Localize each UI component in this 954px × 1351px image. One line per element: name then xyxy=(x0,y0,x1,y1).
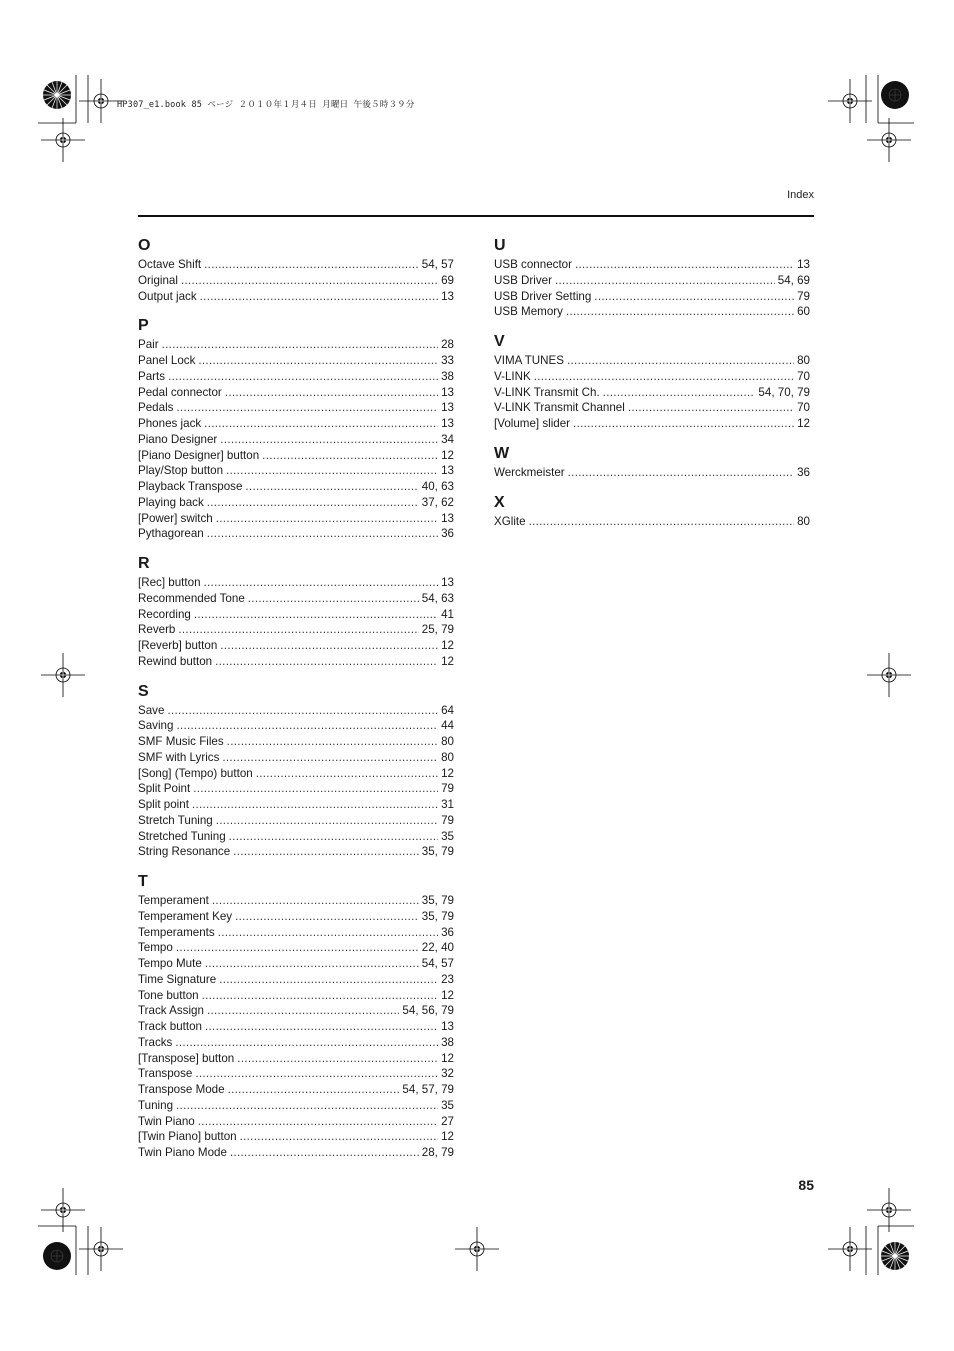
entry-term: Recommended Tone xyxy=(138,591,245,605)
entry-pages: 54, 56, 79 xyxy=(402,1004,454,1018)
index-column-right xyxy=(494,236,810,541)
dot-leader xyxy=(198,1114,438,1130)
entry-pages: 54, 57, 79 xyxy=(402,1083,454,1096)
entry-pages: 34 xyxy=(441,432,454,446)
index-entry xyxy=(138,718,454,734)
index-entry xyxy=(138,1098,454,1114)
index-entry xyxy=(138,607,454,623)
dot-leader xyxy=(167,703,438,719)
index-section xyxy=(138,236,454,304)
index-entry xyxy=(138,766,454,782)
entry-term: String Resonance xyxy=(138,845,231,859)
entry-pages: 37, 62 xyxy=(421,495,454,509)
dot-leader xyxy=(195,1066,438,1082)
index-entry xyxy=(494,416,810,432)
dot-leader xyxy=(200,289,438,305)
entry-term: [Power] switch xyxy=(138,511,213,525)
entry-term: USB Memory xyxy=(494,305,563,319)
entry-term: Pythagorean xyxy=(138,527,204,541)
dot-leader xyxy=(245,479,418,495)
entry-term: [Song] (Tempo) button xyxy=(138,766,253,780)
dot-leader xyxy=(176,940,419,956)
entry-term: Transpose Mode xyxy=(138,1083,225,1096)
index-entry xyxy=(494,289,810,305)
index-entry xyxy=(138,940,454,956)
dot-leader xyxy=(205,1019,438,1035)
index-entry xyxy=(138,1051,454,1067)
entry-term: Tone button xyxy=(138,988,199,1002)
entry-pages: 13 xyxy=(441,417,454,430)
entry-pages: 80 xyxy=(797,514,810,528)
running-head: Index xyxy=(787,189,814,201)
section-letter: P xyxy=(138,317,149,335)
dot-leader xyxy=(256,766,438,782)
index-entry xyxy=(138,1019,454,1035)
index-entry xyxy=(138,750,454,766)
entry-term: V-LINK xyxy=(494,369,531,383)
dot-leader xyxy=(207,495,419,511)
entry-pages: 54, 69 xyxy=(777,273,810,287)
entry-pages: 35, 79 xyxy=(421,894,454,907)
dot-leader xyxy=(233,844,419,860)
index-entry xyxy=(138,638,454,654)
section-letter: O xyxy=(138,237,151,254)
dot-leader xyxy=(207,1003,399,1019)
entry-term: Original xyxy=(138,273,178,287)
entry-pages: 31 xyxy=(441,798,454,811)
index-entry xyxy=(138,526,454,542)
entry-pages: 54, 63 xyxy=(421,591,454,605)
entry-pages: 35, 79 xyxy=(421,909,454,923)
entry-pages: 70 xyxy=(797,401,810,415)
index-entry xyxy=(138,463,454,479)
entry-pages: 38 xyxy=(441,369,454,383)
entry-term: Playback Transpose xyxy=(138,480,243,493)
entry-pages: 25, 79 xyxy=(421,623,454,637)
index-entry xyxy=(494,369,810,385)
entry-pages: 28, 79 xyxy=(421,1146,454,1159)
dot-leader xyxy=(628,400,794,416)
index-section xyxy=(494,444,810,481)
index-section xyxy=(494,332,810,432)
entry-pages: 12 xyxy=(441,1130,454,1144)
entry-pages: 13 xyxy=(441,511,454,525)
index-entry xyxy=(138,893,454,909)
index-entry xyxy=(138,622,454,638)
dot-leader xyxy=(207,526,438,542)
section-letter: W xyxy=(494,444,510,462)
entry-term: Time Signature xyxy=(138,972,217,986)
index-entry xyxy=(494,304,810,320)
section-letter: T xyxy=(138,873,148,890)
entry-term: Tuning xyxy=(138,1098,174,1112)
entry-term: Play/Stop button xyxy=(138,464,224,478)
entry-term: Temperament Key xyxy=(138,909,233,923)
entry-pages: 13 xyxy=(441,576,454,589)
entry-term: USB connector xyxy=(494,258,572,271)
index-entry xyxy=(138,495,454,511)
index-entry xyxy=(138,1145,454,1161)
entry-term: SMF Music Files xyxy=(138,735,224,748)
entry-pages: 40, 63 xyxy=(421,480,454,493)
index-entry xyxy=(138,575,454,591)
dot-leader xyxy=(567,353,794,369)
index-section xyxy=(494,236,810,320)
index-section xyxy=(138,316,454,542)
index-entry xyxy=(494,385,810,401)
entry-pages: 64 xyxy=(441,703,454,717)
dot-leader xyxy=(594,289,794,305)
entry-pages: 80 xyxy=(441,750,454,764)
dot-leader xyxy=(162,337,438,353)
index-entry xyxy=(138,1129,454,1145)
entry-pages: 33 xyxy=(441,354,454,367)
index-entry xyxy=(494,400,810,416)
section-letter: R xyxy=(138,555,150,572)
dot-leader xyxy=(555,273,775,289)
entry-term: Tracks xyxy=(138,1035,173,1049)
entry-term: Track button xyxy=(138,1020,203,1033)
dot-leader xyxy=(529,514,795,530)
entry-term: Panel Lock xyxy=(138,354,196,367)
entry-pages: 36 xyxy=(441,527,454,541)
entry-pages: 54, 57 xyxy=(421,957,454,970)
index-entry xyxy=(494,257,810,273)
entry-term: Rewind button xyxy=(138,654,213,668)
entry-pages: 13 xyxy=(797,258,810,271)
entry-pages: 79 xyxy=(441,813,454,827)
entry-pages: 12 xyxy=(441,448,454,462)
index-entry xyxy=(138,511,454,527)
entry-pages: 38 xyxy=(441,1035,454,1049)
entry-pages: 22, 40 xyxy=(421,941,454,955)
entry-pages: 35 xyxy=(441,1098,454,1112)
entry-pages: 35, 79 xyxy=(421,845,454,859)
index-entry xyxy=(138,734,454,750)
dot-leader xyxy=(176,400,438,416)
dot-leader xyxy=(205,956,419,972)
entry-pages: 27 xyxy=(441,1114,454,1128)
dot-leader xyxy=(226,463,438,479)
entry-term: [Rec] button xyxy=(138,576,201,589)
entry-term: Tempo xyxy=(138,941,173,955)
index-entry xyxy=(494,353,810,369)
section-letter: X xyxy=(494,493,505,511)
index-entry xyxy=(138,432,454,448)
entry-term: [Twin Piano] button xyxy=(138,1130,237,1144)
index-entry xyxy=(138,781,454,797)
dot-leader xyxy=(194,607,438,623)
dot-leader xyxy=(216,813,438,829)
dot-leader xyxy=(220,638,438,654)
entry-term: Recording xyxy=(138,607,191,621)
index-entry xyxy=(138,988,454,1004)
entry-term: Pedals xyxy=(138,401,174,415)
entry-pages: 13 xyxy=(441,464,454,478)
entry-term: [Piano Designer] button xyxy=(138,448,260,462)
index-entry xyxy=(494,514,810,530)
dot-leader xyxy=(175,1035,438,1051)
entry-term: SMF with Lyrics xyxy=(138,750,220,764)
dot-leader xyxy=(178,622,418,638)
index-section xyxy=(138,682,454,861)
entry-term: [Reverb] button xyxy=(138,639,218,652)
entry-pages: 12 xyxy=(797,417,810,430)
index-entry xyxy=(138,1003,454,1019)
dot-leader xyxy=(222,750,438,766)
entry-pages: 80 xyxy=(797,354,810,367)
entry-term: Saving xyxy=(138,719,174,733)
index-entry xyxy=(138,797,454,813)
index-entry xyxy=(138,1066,454,1082)
print-header-note: HP307_e1.book 85 ページ ２０１０年１月４日 月曜日 午後５時３９分 xyxy=(117,100,415,110)
dot-leader xyxy=(219,972,438,988)
dot-leader xyxy=(215,654,438,670)
index-section xyxy=(138,554,454,670)
index-entry xyxy=(138,813,454,829)
entry-term: Pair xyxy=(138,338,159,352)
entry-pages: 12 xyxy=(441,639,454,652)
index-entry xyxy=(138,273,454,289)
entry-term: Split Point xyxy=(138,782,191,796)
entry-pages: 36 xyxy=(797,465,810,479)
dot-leader xyxy=(228,1082,400,1098)
index-entry xyxy=(138,909,454,925)
entry-pages: 54, 70, 79 xyxy=(758,385,810,399)
entry-pages: 13 xyxy=(441,1020,454,1033)
dot-leader xyxy=(192,797,438,813)
index-entry xyxy=(138,257,454,273)
entry-pages: 41 xyxy=(441,607,454,621)
index-entry xyxy=(138,289,454,305)
dot-leader xyxy=(248,591,419,607)
entry-pages: 32 xyxy=(441,1067,454,1081)
dot-leader xyxy=(573,416,794,432)
entry-term: V-LINK Transmit Ch. xyxy=(494,385,600,399)
section-letter: S xyxy=(138,682,149,700)
index-entry xyxy=(138,448,454,464)
entry-pages: 13 xyxy=(441,401,454,415)
index-section xyxy=(138,872,454,1161)
index-section xyxy=(494,493,810,530)
dot-leader xyxy=(204,416,438,432)
entry-term: XGlite xyxy=(494,514,526,528)
dot-leader xyxy=(218,925,438,941)
dot-leader xyxy=(235,909,419,925)
index-entry xyxy=(138,337,454,353)
entry-term: Parts xyxy=(138,369,166,383)
dot-leader xyxy=(230,1145,419,1161)
dot-leader xyxy=(176,718,438,734)
dot-leader xyxy=(212,893,419,909)
index-entry xyxy=(138,654,454,670)
entry-term: Stretched Tuning xyxy=(138,829,226,843)
dot-leader xyxy=(240,1129,438,1145)
entry-pages: 70 xyxy=(797,369,810,383)
entry-term: Temperament xyxy=(138,894,209,907)
entry-pages: 12 xyxy=(441,1051,454,1065)
entry-term: Track Assign xyxy=(138,1004,204,1018)
index-entry xyxy=(138,972,454,988)
header-rule xyxy=(138,215,814,217)
entry-pages: 23 xyxy=(441,972,454,986)
dot-leader xyxy=(566,304,794,320)
entry-pages: 35 xyxy=(441,829,454,843)
section-letter: U xyxy=(494,237,506,254)
index-entry xyxy=(138,479,454,495)
entry-term: [Volume] slider xyxy=(494,417,571,430)
entry-term: USB Driver Setting xyxy=(494,289,592,303)
entry-term: Output jack xyxy=(138,289,197,303)
entry-pages: 80 xyxy=(441,735,454,748)
entry-term: Octave Shift xyxy=(138,258,202,271)
entry-term: Phones jack xyxy=(138,417,202,430)
index-entry xyxy=(138,385,454,401)
dot-leader xyxy=(575,257,794,273)
section-letter: V xyxy=(494,333,505,350)
entry-pages: 13 xyxy=(441,385,454,399)
dot-leader xyxy=(204,257,419,273)
entry-term: Transpose xyxy=(138,1067,193,1081)
entry-term: Twin Piano xyxy=(138,1114,195,1128)
dot-leader xyxy=(568,465,794,481)
entry-pages: 69 xyxy=(441,273,454,287)
index-entry xyxy=(138,829,454,845)
index-entry xyxy=(494,273,810,289)
index-entry xyxy=(494,465,810,481)
dot-leader xyxy=(181,273,438,289)
entry-pages: 79 xyxy=(797,289,810,303)
dot-leader xyxy=(204,575,439,591)
index-entry xyxy=(138,369,454,385)
entry-pages: 12 xyxy=(441,654,454,668)
entry-term: Stretch Tuning xyxy=(138,813,213,827)
entry-term: Split point xyxy=(138,798,189,811)
dot-leader xyxy=(198,353,438,369)
dot-leader xyxy=(225,385,438,401)
index-entry xyxy=(138,1114,454,1130)
index-entry xyxy=(138,956,454,972)
entry-pages: 44 xyxy=(441,719,454,733)
dot-leader xyxy=(176,1098,438,1114)
index-entry xyxy=(138,703,454,719)
index-column-left xyxy=(138,236,454,1173)
entry-term: USB Driver xyxy=(494,273,552,287)
entry-term: Save xyxy=(138,703,165,717)
entry-pages: 54, 57 xyxy=(421,258,454,271)
entry-term: Werckmeister xyxy=(494,465,565,479)
entry-pages: 13 xyxy=(441,289,454,303)
dot-leader xyxy=(534,369,794,385)
entry-term: V-LINK Transmit Channel xyxy=(494,401,625,415)
dot-leader xyxy=(168,369,438,385)
dot-leader xyxy=(229,829,438,845)
entry-term: Temperaments xyxy=(138,925,215,939)
entry-pages: 12 xyxy=(441,988,454,1002)
index-entry xyxy=(138,400,454,416)
entry-term: [Transpose] button xyxy=(138,1051,235,1065)
dot-leader xyxy=(193,781,438,797)
dot-leader xyxy=(216,511,438,527)
entry-term: Playing back xyxy=(138,495,204,509)
entry-term: Piano Designer xyxy=(138,432,218,446)
entry-pages: 28 xyxy=(441,338,454,352)
dot-leader xyxy=(603,385,756,401)
dot-leader xyxy=(220,432,438,448)
index-entry xyxy=(138,416,454,432)
entry-term: VIMA TUNES xyxy=(494,354,565,367)
entry-term: Twin Piano Mode xyxy=(138,1146,227,1159)
dot-leader xyxy=(237,1051,438,1067)
index-entry xyxy=(138,591,454,607)
dot-leader xyxy=(202,988,438,1004)
index-entry xyxy=(138,1035,454,1051)
index-entry xyxy=(138,844,454,860)
entry-pages: 36 xyxy=(441,925,454,939)
dot-leader xyxy=(262,448,438,464)
entry-term: Tempo Mute xyxy=(138,957,202,970)
entry-pages: 12 xyxy=(441,766,454,780)
page-number: 85 xyxy=(798,1177,814,1193)
entry-term: Pedal connector xyxy=(138,385,222,399)
index-entry xyxy=(138,925,454,941)
entry-pages: 79 xyxy=(441,782,454,796)
entry-term: Reverb xyxy=(138,623,176,637)
index-entry xyxy=(138,353,454,369)
dot-leader xyxy=(227,734,438,750)
index-entry xyxy=(138,1082,454,1098)
entry-pages: 60 xyxy=(797,305,810,319)
